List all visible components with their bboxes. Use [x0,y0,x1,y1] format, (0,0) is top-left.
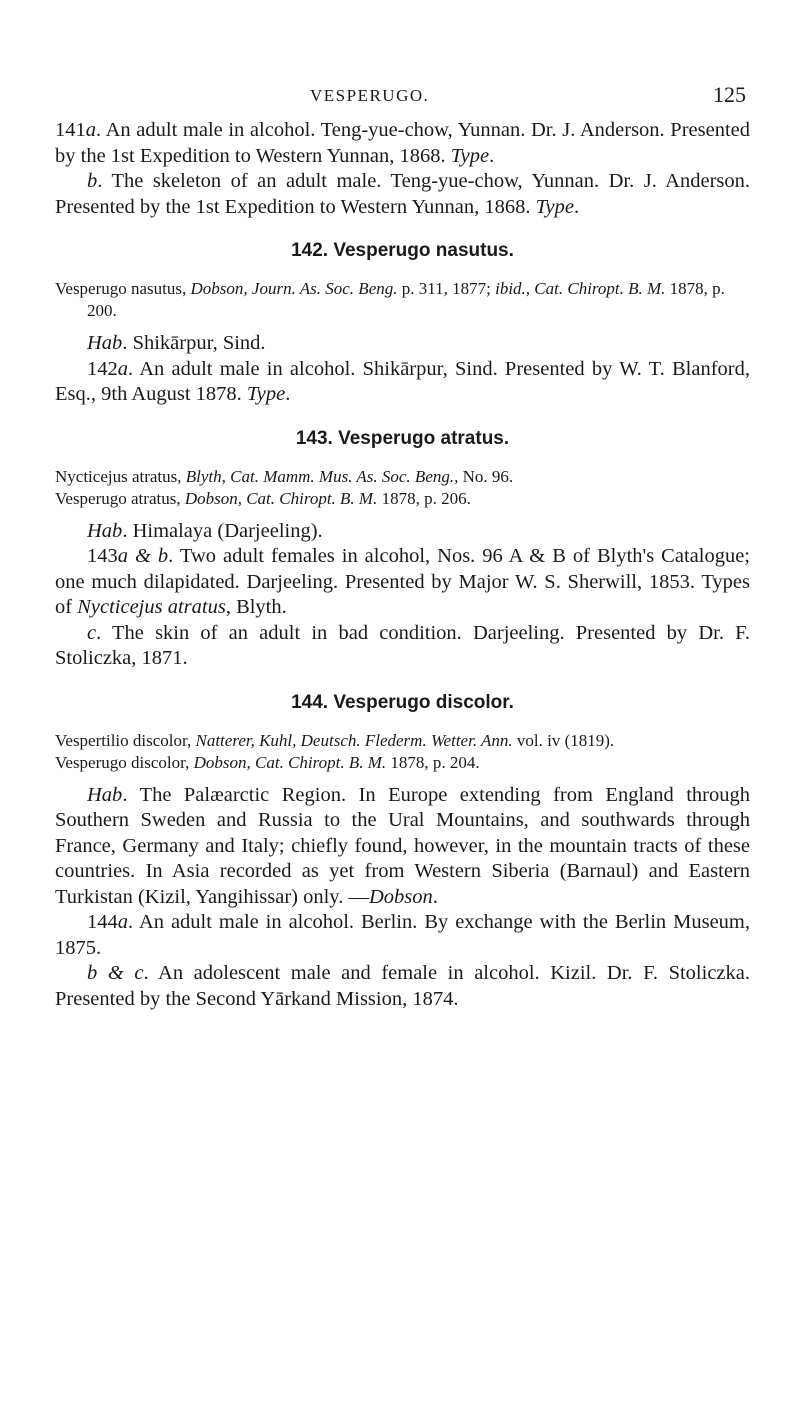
habitat-143: Hab. Himalaya (Darjeeling). [87,519,323,542]
synonymy-143-1: Nycticejus atratus, Blyth, Cat. Mamm. Mus. As. Soc. Beng., No. 96. [55,466,514,486]
running-title: VESPERUGO. [310,86,430,105]
running-head [0,82,801,112]
specimen-143c: c. The skin of an adult in bad condition. Darjeeling. Presented by Dr. F. Stoliczka, 1871. [55,621,750,669]
specimen-141b: b. The skeleton of an adult male. Teng-yue-chow, Yunnan. Dr. J. Anderson. Presented by the 1st Expedition to Western Yunnan, 1868. Type. [55,170,750,218]
specimen-144bc: b & c. An adolescent male and female in alcohol. Kizil. Dr. F. Stoliczka. Presented by the Second Yārkand Mission, 1874. [55,962,750,1010]
specimen-144a: 144a. An adult male in alcohol. Berlin. By exchange with the Berlin Museum, 1875. [55,911,750,959]
synonymy-144-2: Vesperugo discolor, Dobson, Cat. Chiropt. B. M. 1878, p. 204. [55,752,480,772]
species-heading-143: 143. Vesperugo atratus. [295,427,510,449]
page-body [55,118,750,1012]
specimen-142a: 142a. An adult male in alcohol. Shikārpur, Sind. Presented by W. T. Blanford, Esq., 9th August 1878. Type. [55,357,750,405]
species-heading-142: 142. Vesperugo nasutus. [291,240,514,261]
synonymy-143-2: Vesperugo atratus, Dobson, Cat. Chiropt. B. M. 1878, p. 206. [55,488,471,508]
page-number: 125 [713,82,746,107]
specimen-143ab: 143a & b. Two adult females in alcohol, Nos. 96 A & B of Blyth's Catalogue; one much dilapidated. Darjeeling. Presented by Major W. S. Sherwill, 1853. Types of Nycticejus atratus, Blyth. [55,545,750,618]
synonymy-144-1: Vespertilio discolor, Natterer, Kuhl, Deutsch. Flederm. Wetter. Ann. vol. iv (1819). [55,730,615,750]
synonymy-142-1: Vesperugo nasutus, Dobson, Journ. As. Soc. Beng. p. 311, 1877; ibid., Cat. Chiropt. B. M. 1878, p. 200. [55,279,725,320]
habitat-142: Hab. Shikārpur, Sind. [87,332,266,354]
specimen-141a: 141a. An adult male in alcohol. Teng-yue-chow, Yunnan. Dr. J. Anderson. Presented by the 1st Expedition to Western Yunnan, 1868. Type. [55,119,750,167]
species-heading-144: 144. Vesperugo discolor. [291,691,514,713]
habitat-144: Hab. The Palæarctic Region. In Europe extending from England through Southern Sweden and Russia to the Ural Mountains, and southwards through France, Germany and Italy; chiefly found, however, in the mountain tracts of these countries. In Asia recorded as yet from Western Siberia (Barnaul) and Eastern Turkistan (Kizil, Yangihissar) only. —Dobson. [55,783,750,908]
